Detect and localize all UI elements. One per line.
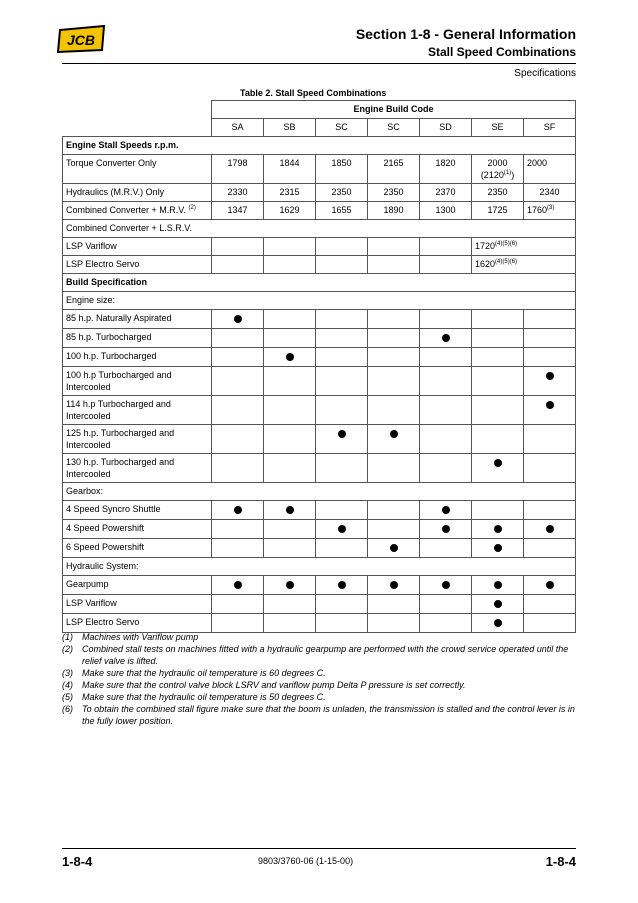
value-cell: 1760$^{(3)}$ (524, 202, 576, 220)
logo-text: JCB (66, 32, 96, 48)
table-row (63, 348, 576, 367)
value-cell (316, 539, 368, 558)
footnote (62, 691, 575, 703)
footnote-number: (2) (62, 644, 73, 654)
build-code: SE (472, 119, 524, 137)
value-cell (264, 256, 316, 274)
row-label: Engine size: (63, 292, 576, 310)
table-caption: Table 2. Stall Speed Combinations (240, 88, 387, 98)
value-cell (472, 367, 524, 396)
value-cell (420, 539, 472, 558)
section-title: Section 1-8 - General Information (355, 26, 576, 42)
page-number-right: 1-8-4 (545, 854, 576, 869)
value-cell (212, 520, 264, 539)
value-cell (420, 348, 472, 367)
footnote-ref: (4)(5)(6) (495, 259, 518, 265)
value-cell (368, 501, 420, 520)
row-label: Hydraulics (M.R.V.) Only (63, 184, 212, 202)
value-cell (368, 348, 420, 367)
value-cell (316, 238, 368, 256)
build-code: SC (316, 119, 368, 137)
value-cell (524, 576, 576, 595)
row-label: LSP Electro Servo (63, 256, 212, 274)
value-cell (472, 520, 524, 539)
row-label: Gearpump (63, 576, 212, 595)
value-cell (420, 595, 472, 614)
value-cell (524, 396, 576, 425)
value-cell: 1300 (420, 202, 472, 220)
value-cell: 2350 (368, 184, 420, 202)
value-cell: 2370 (420, 184, 472, 202)
value-cell (420, 520, 472, 539)
value-cell (368, 454, 420, 483)
fitted-dot (494, 525, 502, 533)
value-cell (212, 454, 264, 483)
value-cell (212, 614, 264, 633)
value-cell (316, 501, 368, 520)
value-cell (368, 520, 420, 539)
table-row (63, 595, 576, 614)
value-cell: 1890 (368, 202, 420, 220)
footnote (62, 643, 575, 667)
value-cell (472, 539, 524, 558)
value-cell (212, 310, 264, 329)
value-cell (212, 367, 264, 396)
row-label: Gearbox: (63, 483, 576, 501)
build-code: SC (368, 119, 420, 137)
value-cell (316, 256, 368, 274)
value-cell: 2000 (2120$^{(1)}$) (472, 155, 524, 184)
value-cell: 1850 (316, 155, 368, 184)
value-cell (212, 329, 264, 348)
section-subtitle: Stall Speed Combinations (427, 45, 576, 59)
fitted-dot (286, 353, 294, 361)
value-cell (316, 310, 368, 329)
value-cell (316, 454, 368, 483)
value-cell: 1629 (264, 202, 316, 220)
value-cell (420, 454, 472, 483)
table-row (63, 396, 576, 425)
fitted-dot (494, 600, 502, 608)
table-row (63, 274, 576, 292)
table-row (63, 425, 576, 454)
value-cell (524, 425, 576, 454)
table-row (63, 614, 576, 633)
row-label: Combined Converter + L.S.R.V. (63, 220, 576, 238)
footnote (62, 703, 575, 727)
fitted-dot (234, 506, 242, 514)
table-row (63, 137, 576, 155)
table-row (63, 310, 576, 329)
fitted-dot (494, 581, 502, 589)
value-cell (316, 595, 368, 614)
footnote-ref: (4)(5)(6) (495, 241, 518, 247)
footnote (62, 679, 575, 691)
fitted-dot (442, 506, 450, 514)
value-cell (316, 425, 368, 454)
value-cell (420, 576, 472, 595)
value-cell (212, 501, 264, 520)
fitted-dot (390, 544, 398, 552)
value-cell (524, 520, 576, 539)
value-cell (420, 425, 472, 454)
document-code: 9803/3760-06 (1-15-00) (258, 856, 354, 866)
table-row (63, 520, 576, 539)
code-row (63, 119, 576, 137)
value-cell: 1798 (212, 155, 264, 184)
value-cell (212, 256, 264, 274)
value-cell (524, 454, 576, 483)
fitted-dot (338, 430, 346, 438)
value-cell (212, 425, 264, 454)
value-cell: 2350 (316, 184, 368, 202)
table-row (63, 539, 576, 558)
footnote-ref: (3) (547, 205, 555, 211)
value-cell (264, 367, 316, 396)
footnote-number: (6) (62, 704, 73, 714)
value-cell (264, 348, 316, 367)
header-rule (62, 63, 576, 64)
footnote-text: Make sure that the hydraulic oil temperature is 60 degrees C. (82, 668, 326, 678)
fitted-dot (338, 525, 346, 533)
value-cell (420, 614, 472, 633)
value-cell (524, 539, 576, 558)
build-code: SA (212, 119, 264, 137)
value-cell: 1844 (264, 155, 316, 184)
table-row (63, 501, 576, 520)
section-label: Specifications (514, 68, 576, 79)
fitted-dot (494, 544, 502, 552)
footnote-ref: (2) (188, 205, 196, 211)
value-cell (316, 348, 368, 367)
row-label: 130 h.p. Turbocharged and Intercooled (63, 454, 212, 483)
value-cell (212, 348, 264, 367)
table-row (63, 576, 576, 595)
value-cell (420, 329, 472, 348)
value-cell (368, 238, 420, 256)
fitted-dot (286, 506, 294, 514)
build-code: SF (524, 119, 576, 137)
stall-speed-table (62, 100, 576, 633)
row-label: Hydraulic System: (63, 558, 576, 576)
footnote-number: (4) (62, 680, 73, 690)
value-cell (368, 256, 420, 274)
fitted-dot (390, 581, 398, 589)
fitted-dot (442, 525, 450, 533)
value-cell (264, 396, 316, 425)
value-cell: 2330 (212, 184, 264, 202)
value-cell (316, 367, 368, 396)
value-cell (524, 367, 576, 396)
value-cell (472, 348, 524, 367)
row-label: 125 h.p. Turbocharged and Intercooled (63, 425, 212, 454)
value-cell (368, 396, 420, 425)
value-cell (368, 539, 420, 558)
value-cell (212, 539, 264, 558)
value-cell (420, 310, 472, 329)
row-label: 100 h.p. Turbocharged (63, 348, 212, 367)
footer-rule (62, 848, 576, 849)
row-label: 4 Speed Syncro Shuttle (63, 501, 212, 520)
value-cell (316, 520, 368, 539)
value-cell (316, 396, 368, 425)
table-row (63, 238, 576, 256)
value-cell (316, 614, 368, 633)
footnote (62, 667, 575, 679)
value-cell: 2340 (524, 184, 576, 202)
row-label: LSP Variflow (63, 595, 212, 614)
table-row (63, 558, 576, 576)
table-header-row (63, 101, 576, 119)
value-cell: 2350 (472, 184, 524, 202)
value-cell (264, 520, 316, 539)
row-label: Engine Stall Speeds r.p.m. (63, 137, 576, 155)
value-cell (472, 614, 524, 633)
row-label: 114 h.p Turbocharged and Intercooled (63, 396, 212, 425)
footnote-text: Machines with Variflow pump (82, 632, 199, 642)
value-cell: $1720^{(4)(5)(6)}$ (472, 238, 576, 256)
fitted-dot (546, 581, 554, 589)
value-cell (472, 454, 524, 483)
value-cell (472, 425, 524, 454)
footnotes (62, 631, 575, 727)
row-label: 85 h.p. Naturally Aspirated (63, 310, 212, 329)
fitted-dot (442, 581, 450, 589)
value-cell (472, 396, 524, 425)
value-cell (368, 595, 420, 614)
fitted-dot (234, 581, 242, 589)
row-label: Combined Converter + M.R.V. $^{(2)}$ (63, 202, 212, 220)
fitted-dot (286, 581, 294, 589)
value-cell (264, 595, 316, 614)
value-cell (264, 501, 316, 520)
fitted-dot (546, 372, 554, 380)
row-label: Build Specification (63, 274, 576, 292)
value-cell (264, 576, 316, 595)
table-row (63, 220, 576, 238)
table-row (63, 483, 576, 501)
table-row (63, 155, 576, 184)
jcb-logo (56, 24, 108, 54)
group-header: Engine Build Code (212, 101, 576, 119)
value-cell (368, 310, 420, 329)
build-code: SD (420, 119, 472, 137)
value-cell: 1655 (316, 202, 368, 220)
value-cell (212, 576, 264, 595)
value-cell (212, 396, 264, 425)
footnote-number: (5) (62, 692, 73, 702)
value-cell (524, 595, 576, 614)
page-number-left: 1-8-4 (62, 854, 93, 869)
footnote-ref: (1) (503, 170, 512, 176)
table-row (63, 292, 576, 310)
table-row (63, 454, 576, 483)
value-cell (264, 425, 316, 454)
value-cell (420, 256, 472, 274)
value-cell (472, 595, 524, 614)
value-cell (264, 238, 316, 256)
value-cell (212, 595, 264, 614)
value-cell (264, 614, 316, 633)
value-cell (264, 454, 316, 483)
footnote-text: To obtain the combined stall figure make sure that the boom is unladen, the transmission is stalled and the control lever is in the fully lower position. (82, 704, 575, 726)
value-cell: 1347 (212, 202, 264, 220)
fitted-dot (234, 315, 242, 323)
build-code: SB (264, 119, 316, 137)
value-cell (524, 501, 576, 520)
value-cell (368, 329, 420, 348)
value-cell (264, 539, 316, 558)
value-cell (472, 310, 524, 329)
row-label: LSP Electro Servo (63, 614, 212, 633)
value-cell (420, 501, 472, 520)
value-cell (264, 329, 316, 348)
table-row (63, 184, 576, 202)
value-cell (524, 348, 576, 367)
blank-cell (63, 119, 212, 137)
row-label: 85 h.p. Turbocharged (63, 329, 212, 348)
footnote (62, 631, 575, 643)
footnote-text: Combined stall tests on machines fitted with a hydraulic gearpump are performed with the crowd service operated until the relief valve is lifted. (82, 644, 569, 666)
value-cell (524, 614, 576, 633)
table-row (63, 202, 576, 220)
fitted-dot (494, 619, 502, 627)
value-cell (316, 576, 368, 595)
value-cell (472, 576, 524, 595)
value-cell: 1820 (420, 155, 472, 184)
value-cell (420, 238, 472, 256)
value-cell (368, 367, 420, 396)
value-cell: 2000 (524, 155, 576, 184)
row-label: Torque Converter Only (63, 155, 212, 184)
value-cell (524, 310, 576, 329)
blank-cell (63, 101, 212, 119)
fitted-dot (390, 430, 398, 438)
value-cell (524, 329, 576, 348)
footnote-text: Make sure that the control valve block LSRV and variflow pump Delta P pressure is set correctly. (82, 680, 466, 690)
fitted-dot (338, 581, 346, 589)
value-cell (368, 614, 420, 633)
footnote-number: (3) (62, 668, 73, 678)
fitted-dot (546, 525, 554, 533)
row-label: 6 Speed Powershift (63, 539, 212, 558)
value-cell (420, 367, 472, 396)
value-cell: $1620^{(4)(5)(6)}$ (472, 256, 576, 274)
value-cell: 2165 (368, 155, 420, 184)
value-cell (472, 329, 524, 348)
value-cell (264, 310, 316, 329)
fitted-dot (442, 334, 450, 342)
value-cell (212, 238, 264, 256)
value-cell: 2315 (264, 184, 316, 202)
row-label: LSP Variflow (63, 238, 212, 256)
table-row (63, 367, 576, 396)
row-label: 100 h.p Turbocharged and Intercooled (63, 367, 212, 396)
fitted-dot (494, 459, 502, 467)
fitted-dot (546, 401, 554, 409)
table-row (63, 256, 576, 274)
value-cell (368, 425, 420, 454)
footnote-number: (1) (62, 632, 73, 642)
value-cell (316, 329, 368, 348)
value-cell (472, 501, 524, 520)
value-cell (368, 576, 420, 595)
value-cell (420, 396, 472, 425)
footnote-text: Make sure that the hydraulic oil temperature is 50 degrees C. (82, 692, 326, 702)
row-label: 4 Speed Powershift (63, 520, 212, 539)
table-row (63, 329, 576, 348)
value-cell: 1725 (472, 202, 524, 220)
